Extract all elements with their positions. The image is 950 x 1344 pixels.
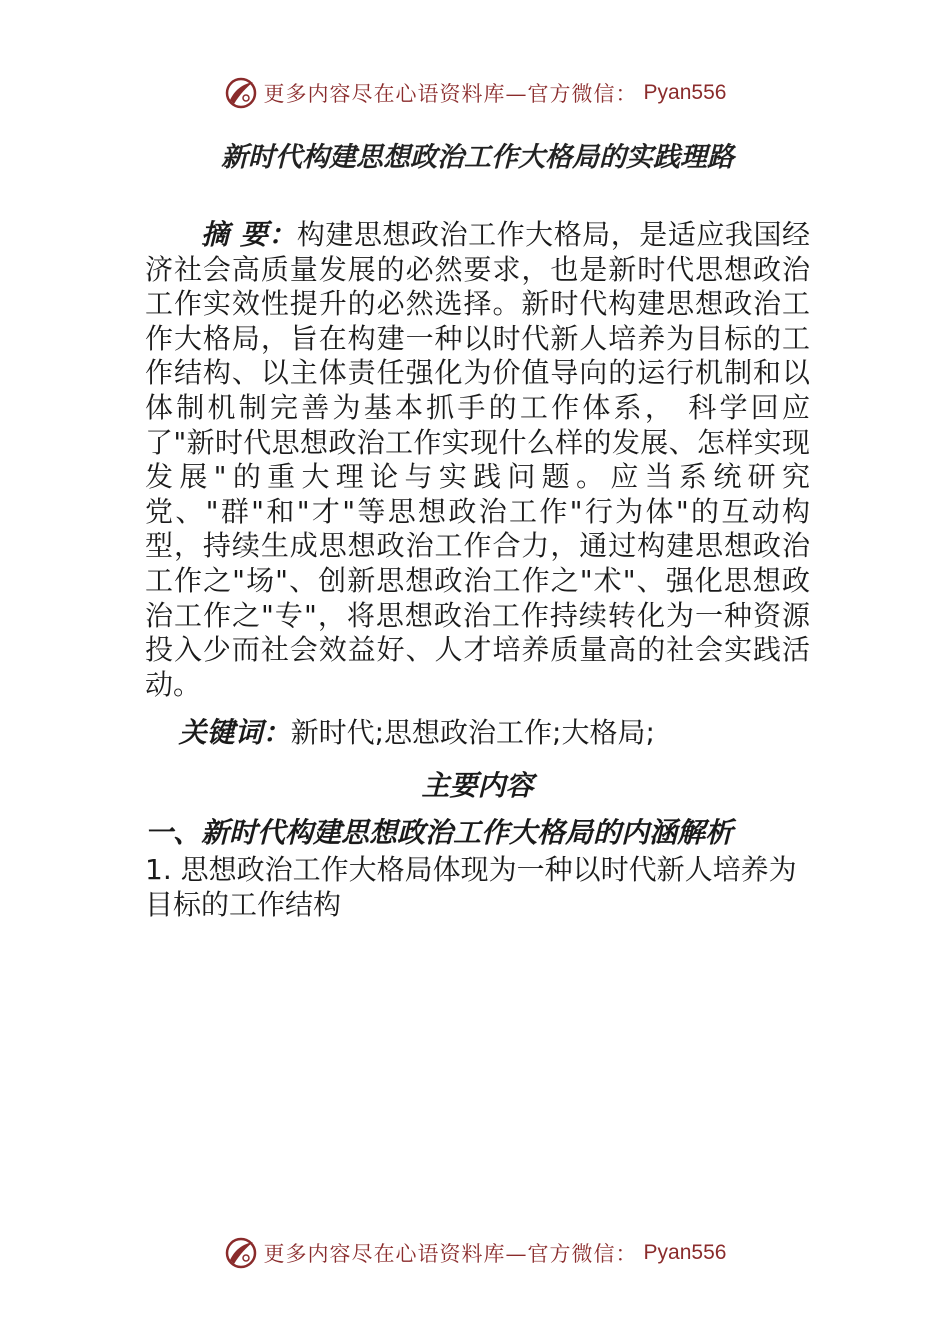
keywords-label: 关键词： (178, 716, 291, 750)
abstract-label: 摘 要： (201, 218, 297, 251)
abstract-text: 构建思想政治工作大格局，是适应我国经济社会高质量发展的必然要求，也是新时代思想政治工作实效性提升的必然选择。新时代构建思想政治工作大格局，旨在构建一种以时代新人培养为目标的工作结构、以主体责任强化为价值导向的运行机制和以体制机制完善为基本抓手的工作体系， 科学回应了"新时代思想政治工作实现什么样的发展、怎样实现发展"的重大理论与实践问题。应当系统研究党、"群"和"才"等思想政治工作"行为体"的互动构型，持续生成思想政治工作合力，通过构建思想政治工作之"场"、创新思想政治工作之"术"、强化思想政治工作之"专"，将思想政治工作持续转化为一种资源投入少而社会效益好、人才培养质量高的社会实践活动。 (145, 218, 810, 701)
banner-wechat-id: Pyan556 (643, 1241, 727, 1264)
heading-level-2: 1. 思想政治工作大格局体现为一种以时代新人培养为目标的工作结构 (145, 853, 797, 922)
banner-text: 更多内容尽在心语资料库—官方微信： (263, 82, 638, 106)
abstract-paragraph (145, 218, 810, 702)
ink-brush-logo-icon (224, 76, 258, 110)
heading-level-1: 一、新时代构建思想政治工作大格局的内涵解析 (145, 816, 734, 850)
footer-banner (0, 1233, 950, 1273)
ink-brush-logo-icon (224, 1236, 258, 1270)
header-banner (0, 73, 950, 113)
keywords-text: 新时代;思想政治工作;大格局; (290, 716, 655, 750)
banner-text: 更多内容尽在心语资料库—官方微信： (263, 1242, 638, 1266)
document-title: 新时代构建思想政治工作大格局的实践理路 (221, 142, 734, 173)
keywords-paragraph (145, 716, 810, 750)
banner-wechat-id: Pyan556 (643, 81, 727, 104)
section-title: 主要内容 (421, 769, 534, 803)
document-body (145, 140, 810, 922)
